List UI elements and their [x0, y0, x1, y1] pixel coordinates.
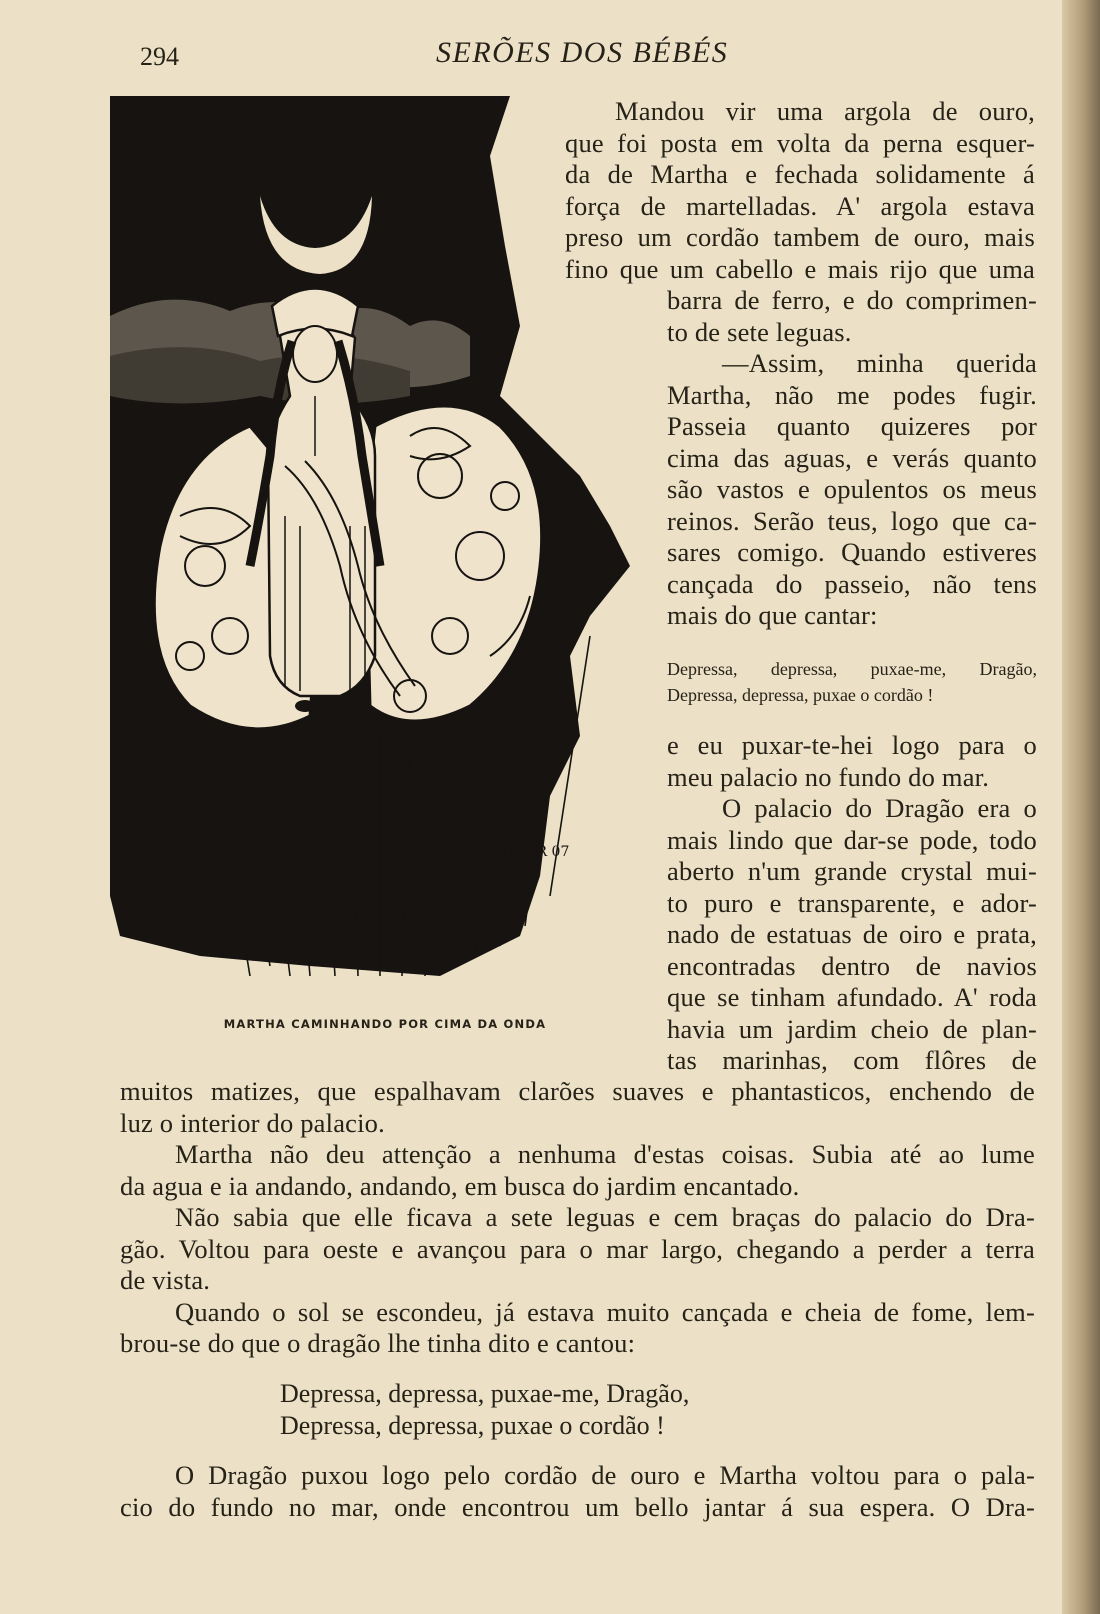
text-line: cio do fundo no mar, onde encontrou um bello jantar á sua espera. O Dra- — [120, 1491, 1035, 1522]
text-line: Passeia quanto quizeres por — [667, 411, 1037, 441]
text-line: reinos. Serão teus, logo que ca- — [667, 505, 1037, 536]
text-line: barra de ferro, e do comprimen- — [667, 285, 1037, 315]
text-line: encontradas dentro de navios — [667, 950, 1037, 981]
text-line: muitos matizes, que espalhavam clarões suaves e phantasticos, enchendo de — [120, 1076, 1035, 1106]
text-line: Não sabia que elle ficava a sete leguas e cem braças do palacio do Dra- — [175, 1202, 1035, 1232]
text-line: sares comigo. Quando estiveres — [667, 537, 1037, 567]
text-line: O Dragão puxou logo pelo cordão de ouro e Martha voltou para o pala- — [175, 1460, 1035, 1490]
text-line: da agua e ia andando, andando, em busca do jardim encantado. — [120, 1170, 800, 1201]
illustration-caption: MARTHA CAMINHANDO POR CIMA DA ONDA — [223, 1017, 547, 1031]
text-line: meu palacio no fundo do mar. — [667, 761, 990, 792]
text-line: Quando o sol se escondeu, já estava muito cançada e cheia de fome, lem- — [175, 1296, 1035, 1327]
text-line: tas marinhas, com flôres de — [667, 1045, 1037, 1075]
text-line: luz o interior do palacio. — [120, 1107, 385, 1138]
text-line: to puro e transparente, e ador- — [667, 887, 1037, 918]
text-line: brou-se do que o dragão lhe tinha dito e cantou: — [120, 1328, 636, 1358]
page-number: 294 — [140, 42, 179, 71]
text-line: que foi posta em volta da perna esquer- — [565, 127, 1035, 158]
svg-text:S. MILLAR 07: S. MILLAR 07 — [470, 844, 570, 860]
text-line: mais do que cantar: — [667, 600, 878, 630]
text-line: e eu puxar-te-hei logo para o — [667, 730, 1037, 760]
text-line: nado de estatuas de oiro e prata, — [667, 919, 1037, 949]
body-text — [120, 1076, 1035, 1360]
text-line: havia um jardim cheio de plan- — [667, 1013, 1037, 1044]
text-line: são vastos e opulentos os meus — [667, 474, 1037, 504]
text-line: de vista. — [120, 1265, 211, 1295]
text-line: Martha não deu attenção a nenhuma d'estas coisas. Subia até ao lume — [175, 1139, 1035, 1169]
text-line: gão. Voltou para oeste e avançou para o mar largo, chegando a perder a terra — [120, 1233, 1035, 1264]
text-line: Martha, não me podes fugir. — [667, 379, 1037, 410]
verse-small — [667, 656, 1037, 708]
text-line: Mandou vir uma argola de ouro, — [615, 96, 1035, 126]
verse-line: Depressa, depressa, puxae o cordão ! — [280, 1411, 665, 1440]
verse-line: Depressa, depressa, puxae o cordão ! — [667, 685, 934, 705]
text-line: mais lindo que dar-se pode, todo — [667, 824, 1037, 855]
text-line: força de martelladas. A' argola estava — [565, 190, 1035, 221]
text-line: cançada do passeio, não tens — [667, 568, 1037, 599]
text-line: to de sete leguas. — [667, 316, 852, 347]
text-line: da de Martha e fechada solidamente á — [565, 159, 1035, 189]
text-line: fino que um cabello e mais rijo que uma — [565, 253, 1035, 284]
running-title: SERÕES DOS BÉBÉS — [436, 36, 729, 69]
page-edge — [1062, 0, 1100, 1614]
verse-large — [280, 1378, 780, 1442]
body-text-end — [120, 1460, 1035, 1523]
text-line: que se tinham afundado. A' roda — [667, 982, 1037, 1012]
text-line: —Assim, minha querida — [722, 348, 1037, 378]
column-text-2 — [667, 285, 1037, 632]
text-line: aberto n'um grande crystal mui- — [667, 856, 1037, 886]
verse-line: Depressa, depressa, puxae-me, Dragão, — [280, 1379, 690, 1408]
verse-line: Depressa, depressa, puxae-me, Dragão, — [667, 659, 1037, 679]
column-text-1 — [565, 96, 1035, 285]
text-line: cima das aguas, e verás quanto — [667, 442, 1037, 473]
illustration-martha — [110, 96, 640, 996]
text-line: O palacio do Dragão era o — [722, 793, 1037, 823]
column-text-3 — [667, 730, 1037, 1077]
text-line: preso um cordão tambem de ouro, mais — [565, 222, 1035, 252]
